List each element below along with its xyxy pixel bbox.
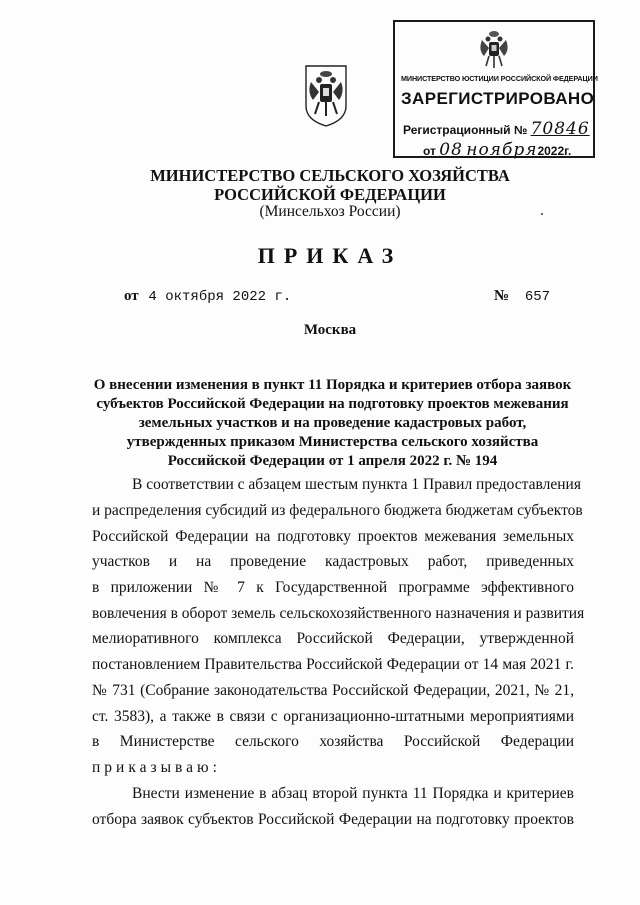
- ministry-short-name: (Минсельхоз России): [259, 203, 401, 220]
- state-emblem-icon: [303, 62, 349, 128]
- body-line: вовлечения в оборот земель сельскохозяйственного назначения и развития: [92, 605, 585, 622]
- stamp-date-prefix: от: [423, 144, 436, 158]
- stamp-date-day: 08: [439, 140, 463, 160]
- stamp-reg-label: Регистрационный №: [403, 123, 528, 137]
- subject-line: земельных участков и на проведение кадастровых работ,: [138, 415, 527, 431]
- body-line: участков и на проведение кадастровых работ, приведенных: [92, 553, 574, 570]
- order-city: Москва: [303, 322, 357, 338]
- body-line: отбора заявок субъектов Российской Федерации на подготовку проектов: [92, 811, 574, 828]
- stamp-ministry-name: МИНИСТЕРСТВО ЮСТИЦИИ РОССИЙСКОЙ ФЕДЕРАЦИИ: [401, 74, 598, 83]
- stamp-date-line: [423, 140, 571, 160]
- scan-dot-mark: [541, 213, 543, 215]
- ministry-title-line2: РОССИЙСКОЙ ФЕДЕРАЦИИ: [214, 185, 446, 204]
- body-line: и распределения субсидий из федерального бюджета бюджетам субъектов: [92, 502, 583, 519]
- order-subject: [90, 376, 575, 471]
- ministry-title: [120, 166, 540, 204]
- order-date: [124, 288, 291, 305]
- body-line: Российской Федерации на подготовку проектов межевания земельных: [92, 528, 574, 545]
- body-line: постановлением Правительства Российской Федерации от 14 мая 2021 г.: [92, 656, 574, 673]
- body-line: мелиоративного комплекса Российской Федерации, утвержденной: [92, 630, 574, 647]
- stamp-date-month: ноября: [466, 140, 538, 160]
- registration-stamp: [393, 20, 598, 160]
- stamp-emblem-icon: [477, 28, 511, 72]
- order-number-value: 657: [524, 289, 551, 305]
- stamp-date-suffix: г.: [564, 144, 572, 158]
- stamp-registered-label: ЗАРЕГИСТРИРОВАНО: [401, 89, 595, 108]
- subject-line: Российской Федерации от 1 апреля 2022 г. № 194: [167, 453, 498, 469]
- body-line: В соответствии с абзацем шестым пункта 1 Правил предоставления: [132, 476, 581, 493]
- order-number: [494, 288, 550, 305]
- body-line: в приложении № 7 к Государственной программе эффективного: [92, 579, 574, 596]
- body-line-order-verb: приказываю:: [92, 759, 221, 776]
- stamp-registration-number-line: [403, 119, 590, 139]
- stamp-date-year: 2022: [537, 144, 565, 158]
- subject-line: субъектов Российской Федерации на подготовку проектов межевания: [96, 396, 569, 412]
- body-line: в Министерстве сельского хозяйства Российской Федерации: [92, 733, 574, 750]
- order-number-label: №: [494, 288, 510, 304]
- subject-line: утвержденных приказом Министерства сельского хозяйства: [126, 434, 539, 450]
- body-line: ст. 3583), а также в связи с организационно-штатными мероприятиями: [92, 708, 574, 725]
- order-date-value: 4 октября 2022 г.: [148, 289, 292, 305]
- ministry-title-line1: МИНИСТЕРСТВО СЕЛЬСКОГО ХОЗЯЙСТВА: [150, 166, 510, 185]
- body-line: Внести изменение в абзац второй пункта 11 Порядка и критериев: [132, 785, 574, 802]
- order-date-label: от: [124, 288, 139, 304]
- stamp-reg-number: 70846: [530, 119, 590, 139]
- order-title: ПРИКАЗ: [257, 243, 403, 268]
- subject-line: О внесении изменения в пункт 11 Порядка и критериев отбора заявок: [93, 377, 572, 393]
- body-line: № 731 (Собрание законодательства Российской Федерации, 2021, № 21,: [92, 682, 574, 699]
